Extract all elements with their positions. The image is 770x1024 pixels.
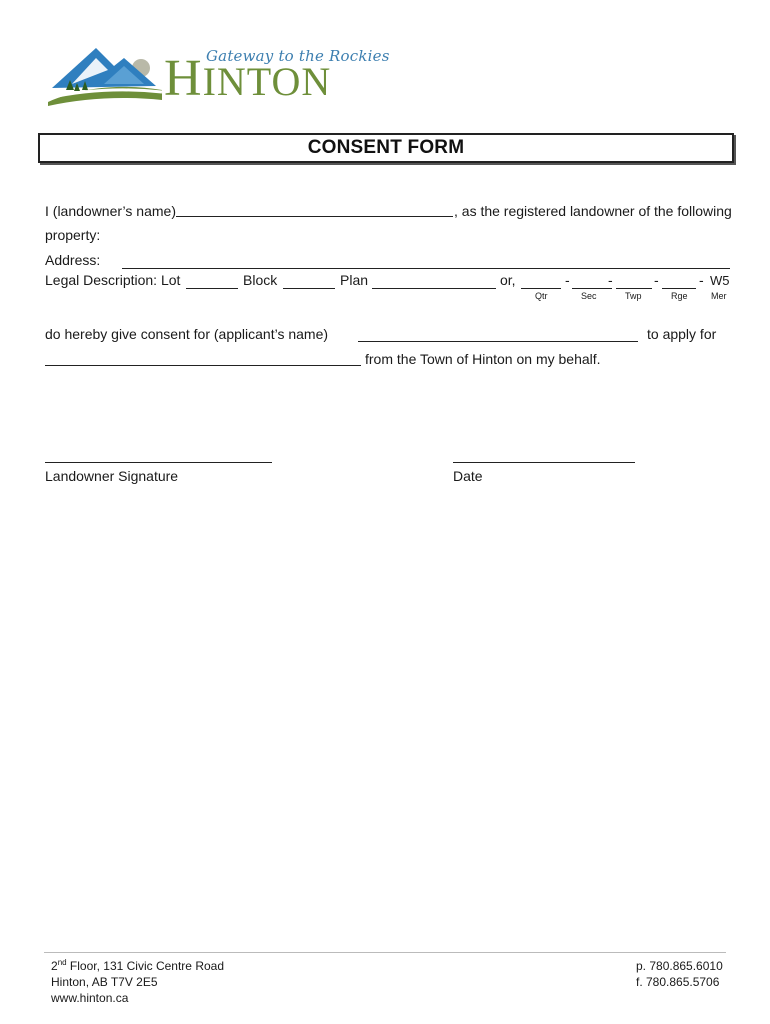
date-label: Date (453, 468, 483, 484)
footer-fax: f. 780.865.5706 (636, 975, 720, 989)
form-title: CONSENT FORM (307, 137, 465, 158)
form-title-box (38, 133, 734, 163)
footer-address-line1 (51, 959, 224, 973)
date-field[interactable] (453, 462, 635, 463)
block-field[interactable] (283, 288, 335, 289)
rge-caption: Rge (671, 291, 688, 301)
landowner-signature-label: Landowner Signature (45, 468, 179, 484)
rge-field[interactable] (662, 288, 696, 289)
or-label: or, (500, 272, 516, 288)
lot-field[interactable] (186, 288, 238, 289)
logo-wordmark-rest: INTON (202, 59, 332, 104)
twp-field[interactable] (616, 288, 652, 289)
apply-for-text: to apply for (647, 326, 717, 342)
applicant-name-field[interactable] (358, 341, 638, 342)
qtr-caption: Qtr (535, 291, 548, 301)
sec-caption: Sec (581, 291, 597, 301)
plan-field[interactable] (372, 288, 496, 289)
footer-floor-suffix: nd (57, 958, 67, 967)
footer-phone: p. 780.865.6010 (636, 959, 723, 973)
address-label: Address: (45, 252, 101, 268)
logo-tagline: Gateway to the Rockies (206, 47, 390, 65)
property-text: property: (45, 227, 101, 243)
footer-website-link[interactable]: www.hinton.ca (51, 991, 129, 1005)
plan-label: Plan (340, 272, 369, 288)
logo-wordmark-initial: H (164, 50, 203, 107)
footer-divider (44, 952, 726, 953)
dash-4: - (699, 272, 704, 288)
footer-address-line2: Hinton, AB T7V 2E5 (51, 975, 158, 989)
sec-field[interactable] (572, 288, 612, 289)
apply-for-field[interactable] (45, 365, 361, 366)
w5-text: W5 (710, 273, 730, 288)
address-field[interactable] (122, 268, 730, 269)
footer-street: Floor, 131 Civic Centre Road (66, 959, 224, 973)
legal-description-label: Legal Description: Lot (45, 272, 181, 288)
dash-3: - (654, 272, 659, 288)
landowner-name-label: I (landowner’s name) (45, 203, 176, 219)
twp-caption: Twp (625, 291, 642, 301)
landowner-suffix-text: , as the registered landowner of the following (454, 203, 732, 219)
dash-2: - (608, 272, 613, 288)
mer-caption: Mer (711, 291, 727, 301)
block-label: Block (243, 272, 278, 288)
landowner-name-field[interactable] (176, 216, 453, 217)
qtr-field[interactable] (521, 288, 561, 289)
dash-1: - (565, 272, 570, 288)
behalf-text: from the Town of Hinton on my behalf. (365, 351, 601, 367)
landowner-signature-field[interactable] (45, 462, 272, 463)
consent-label: do hereby give consent for (applicant’s name) (45, 326, 329, 342)
footer-floor-number: 2 (51, 959, 58, 973)
